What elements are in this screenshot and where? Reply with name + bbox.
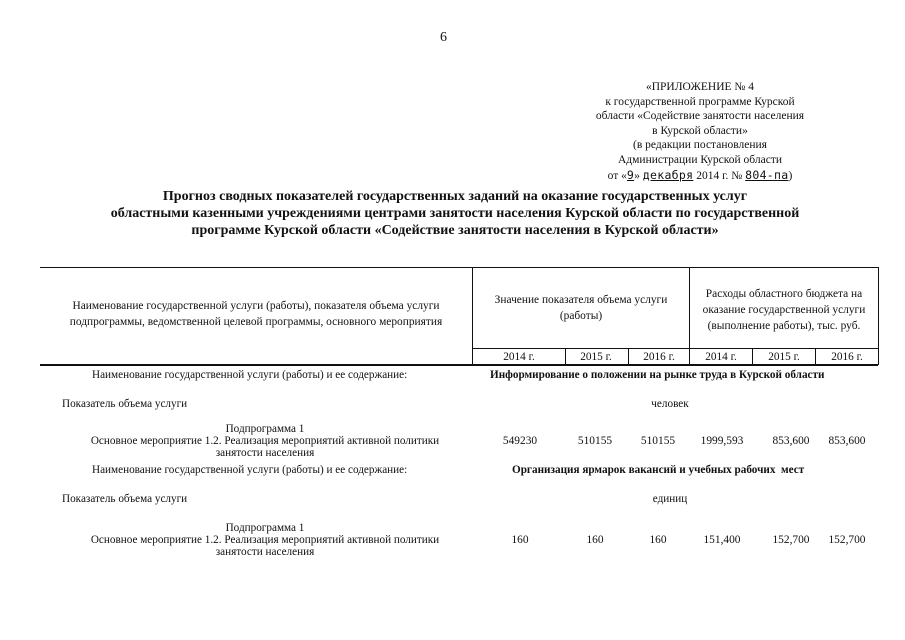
value-cell: 510155 xyxy=(640,435,676,447)
header-col-expenses xyxy=(690,286,878,334)
header-text: оказание государственной услуги xyxy=(702,304,866,316)
service-label: Наименование государственной услуги (работы) и ее содержание: xyxy=(92,464,408,476)
header-text: Значение показателя объема услуги xyxy=(494,294,668,306)
value-cell: 152,700 xyxy=(772,534,810,546)
appendix-date-line xyxy=(560,168,840,184)
year-label: 2014 г. xyxy=(503,351,535,363)
header-bottom-border xyxy=(40,364,878,366)
service-name: Информирование о положении на рынке труда в Курской области xyxy=(490,369,825,381)
col-divider xyxy=(878,267,879,365)
appendix-line: в Курской области» xyxy=(652,124,748,137)
subprogram-label: Подпрограмма 1 xyxy=(225,522,305,534)
year-row-top-border xyxy=(472,348,878,349)
date-month: декабря xyxy=(642,167,694,182)
year-label: 2016 г. xyxy=(831,351,863,363)
value-cell: 160 xyxy=(649,534,667,546)
appendix-line: Администрации Курской области xyxy=(618,153,782,166)
table-top-border xyxy=(40,267,878,268)
date-prefix: от « xyxy=(607,169,627,182)
value-cell: 510155 xyxy=(577,435,613,447)
appendix-line: «ПРИЛОЖЕНИЕ № 4 xyxy=(645,81,754,93)
service-name: Организация ярмарок вакансий и учебных рабочих мест xyxy=(512,464,805,476)
year-label: 2015 г. xyxy=(580,351,612,363)
resolution-number: 804-па xyxy=(745,167,789,182)
year-label: 2014 г. xyxy=(705,351,737,363)
page-number: 6 xyxy=(440,30,447,45)
header-text: подпрограммы, ведомственной целевой программы, основного мероприятия xyxy=(69,316,443,328)
value-cell: 152,700 xyxy=(828,534,866,546)
date-day: 9 xyxy=(626,167,635,182)
header-col-volume xyxy=(474,292,688,324)
measure-cell xyxy=(60,423,470,459)
appendix-line: (в редакции постановления xyxy=(633,139,767,152)
value-cell: 1999,593 xyxy=(700,435,744,447)
value-cell: 160 xyxy=(586,534,604,546)
appendix-line: области «Содействие занятости населения xyxy=(595,110,805,123)
header-text: Расходы областного бюджета на xyxy=(705,288,863,300)
unit-label: единиц xyxy=(652,493,688,505)
value-cell: 853,600 xyxy=(828,435,866,447)
header-text: (работы) xyxy=(559,310,603,322)
appendix-line: к государственной программе Курской xyxy=(605,95,795,108)
document-title xyxy=(40,188,870,239)
col-divider xyxy=(472,267,473,365)
appendix-block xyxy=(560,80,840,183)
closing-paren: ) xyxy=(788,169,793,182)
unit-label: человек xyxy=(651,398,689,410)
title-line: областными казенными учреждениями центрами занятости населения Курской области по государственной xyxy=(110,206,800,221)
measure-name: занятости населения xyxy=(215,546,315,558)
header-text: (выполнение работы), тыс. руб. xyxy=(707,320,861,332)
header-col-name xyxy=(44,298,468,330)
value-cell: 151,400 xyxy=(703,534,741,546)
title-line: программе Курской области «Содействие занятости населения в Курской области» xyxy=(191,223,719,238)
service-label: Наименование государственной услуги (работы) и ее содержание: xyxy=(92,369,408,381)
indicator-label: Показатель объема услуги xyxy=(62,398,188,410)
measure-name: Основное мероприятие 1.2. Реализация мероприятий активной политики xyxy=(90,435,440,447)
date-suffix: 2014 г. № xyxy=(696,169,743,182)
subprogram-label: Подпрограмма 1 xyxy=(225,423,305,435)
value-cell: 160 xyxy=(511,534,529,546)
title-line: Прогноз сводных показателей государственных заданий на оказание государственных услуг xyxy=(162,189,748,204)
measure-cell xyxy=(60,522,470,558)
indicator-label: Показатель объема услуги xyxy=(62,493,188,505)
value-cell: 549230 xyxy=(502,435,538,447)
date-mid: » xyxy=(634,169,640,182)
measure-name: занятости населения xyxy=(215,447,315,459)
value-cell: 853,600 xyxy=(772,435,810,447)
year-label: 2015 г. xyxy=(768,351,800,363)
measure-name: Основное мероприятие 1.2. Реализация мероприятий активной политики xyxy=(90,534,440,546)
header-text: Наименование государственной услуги (работы), показателя объема услуги xyxy=(72,300,440,312)
year-label: 2016 г. xyxy=(643,351,675,363)
